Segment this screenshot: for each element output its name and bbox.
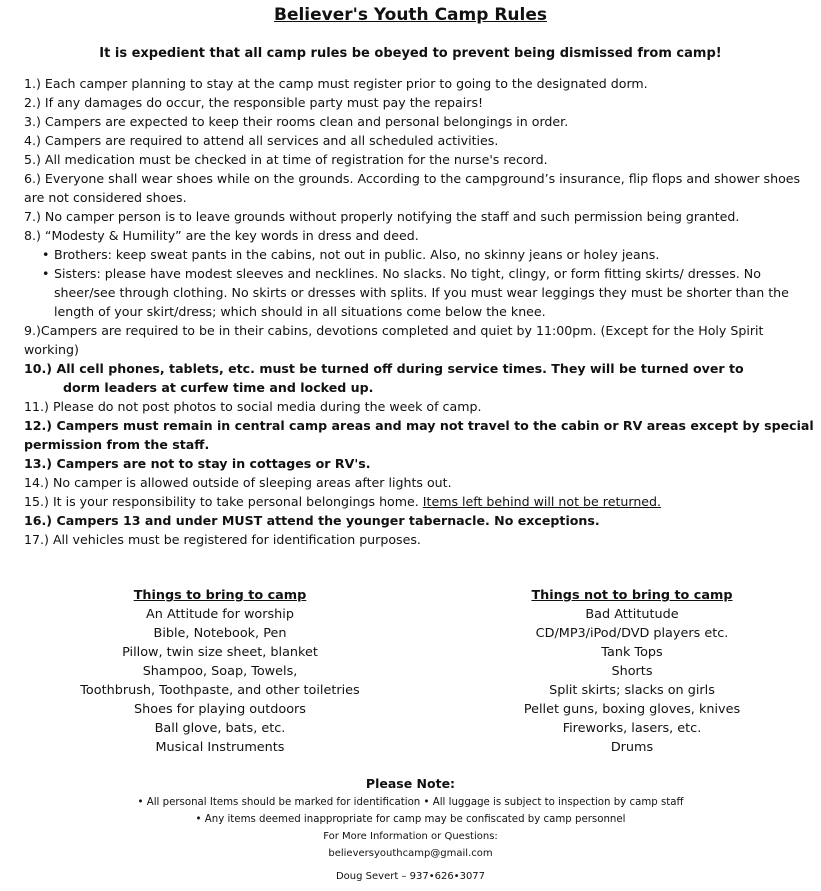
rules-list — [24, 74, 814, 549]
document-title: Believer's Youth Camp Rules — [273, 5, 547, 25]
rule-2: 2.) If any damages do occur, the responsible party must pay the repairs! — [24, 95, 484, 110]
rule-17: 17.) All vehicles must be registered for identification purposes. — [24, 532, 421, 547]
rule-12: 12.) Campers must remain in central camp areas and may not travel to the cabin or RV areas except by special permission from the staff. — [24, 418, 814, 452]
not-bring-item: Drums — [610, 740, 654, 755]
rule-16: 16.) Campers 13 and under MUST attend the younger tabernacle. No exceptions. — [24, 513, 600, 528]
not-bring-item: CD/MP3/iPod/DVD players etc. — [535, 626, 729, 641]
not-bring-item: Pellet guns, boxing gloves, knives — [523, 702, 741, 717]
rule-15-warning: Items left behind will not be returned. — [422, 494, 662, 509]
bring-heading: Things to bring to camp — [133, 588, 307, 603]
bring-item: Shoes for playing outdoors — [134, 702, 306, 717]
bring-item: An Attitude for worship — [146, 607, 294, 622]
rule-13: 13.) Campers are not to stay in cottages or RV's. — [24, 456, 371, 471]
bring-item: Bible, Notebook, Pen — [153, 626, 287, 641]
dress-code-bullets — [24, 245, 814, 321]
document-subtitle: It is expedient that all camp rules be obeyed to prevent being dismissed from camp! — [99, 46, 722, 61]
not-bring-item: Fireworks, lasers, etc. — [562, 721, 702, 736]
rule-3: 3.) Campers are expected to keep their rooms clean and personal belongings in order. — [24, 114, 569, 129]
rule-5: 5.) All medication must be checked in at time of registration for the nurse's record. — [24, 152, 548, 167]
please-note-section — [0, 774, 821, 885]
bring-item: Shampoo, Soap, Towels, — [142, 664, 298, 679]
not-bring-item: Shorts — [611, 664, 653, 679]
not-bring-list — [452, 586, 812, 757]
rule-1: 1.) Each camper planning to stay at the camp must register prior to going to the designated dorm. — [24, 76, 648, 91]
bring-item: Pillow, twin size sheet, blanket — [122, 645, 318, 660]
rule-4: 4.) Campers are required to attend all services and all scheduled activities. — [24, 133, 499, 148]
bullet-sisters: • Sisters: please have modest sleeves and necklines. No slacks. No tight, clingy, or form fitting skirts/ dresses. No sheer/see through clothing. No skirts or dresses with splits. If you must wear leggings they must be shorter than the length of your skirt/dress; which should in all situations come below the knee. — [24, 264, 814, 321]
bring-item: Ball glove, bats, etc. — [154, 721, 286, 736]
note-heading: Please Note: — [365, 776, 456, 791]
bring-list — [40, 586, 400, 757]
rule-11: 11.) Please do not post photos to social media during the week of camp. — [24, 399, 482, 414]
bring-item: Musical Instruments — [155, 740, 285, 755]
bring-item: Toothbrush, Toothpaste, and other toiletries — [80, 683, 360, 698]
rule-9: 9.)Campers are required to be in their cabins, devotions completed and quiet by 11:00pm. (Except for the Holy Spirit working) — [24, 323, 764, 357]
not-bring-item: Split skirts; slacks on girls — [549, 683, 715, 698]
contact-email: believersyouthcamp@gmail.com — [328, 848, 493, 859]
rule-7: 7.) No camper person is to leave grounds without properly notifying the staff and such permission being granted. — [24, 209, 740, 224]
rule-8: 8.) “Modesty & Humility” are the key words in dress and deed. — [24, 228, 419, 243]
not-bring-item: Tank Tops — [601, 645, 663, 660]
not-bring-item: Bad Attitutude — [585, 607, 679, 622]
rule-15-text: 15.) It is your responsibility to take personal belongings home. — [24, 494, 419, 509]
note-info: For More Information or Questions: — [323, 831, 498, 842]
rule-14: 14.) No camper is allowed outside of sleeping areas after lights out. — [24, 475, 452, 490]
note-line-1: • All personal Items should be marked for identification • All luggage is subject to inspection by camp staff — [137, 797, 684, 808]
note-line-2: • Any items deemed inappropriate for camp may be confiscated by camp personnel — [195, 814, 626, 825]
rule-15 — [24, 492, 814, 511]
rule-6: 6.) Everyone shall wear shoes while on the grounds. According to the campground’s insurance, flip flops and shower shoes are not considered shoes. — [24, 171, 801, 205]
rule-10-line-1: 10.) All cell phones, tablets, etc. must be turned off during service times. They will be turned over to — [24, 361, 744, 376]
rule-10 — [24, 359, 814, 397]
bullet-brothers: • Brothers: keep sweat pants in the cabins, not out in public. Also, no skinny jeans or holey jeans. — [24, 245, 814, 264]
not-bring-heading: Things not to bring to camp — [531, 588, 733, 603]
contact-phone: Doug Severt – 937•626•3077 — [335, 871, 486, 882]
rule-10-line-2: dorm leaders at curfew time and locked up. — [63, 380, 374, 395]
